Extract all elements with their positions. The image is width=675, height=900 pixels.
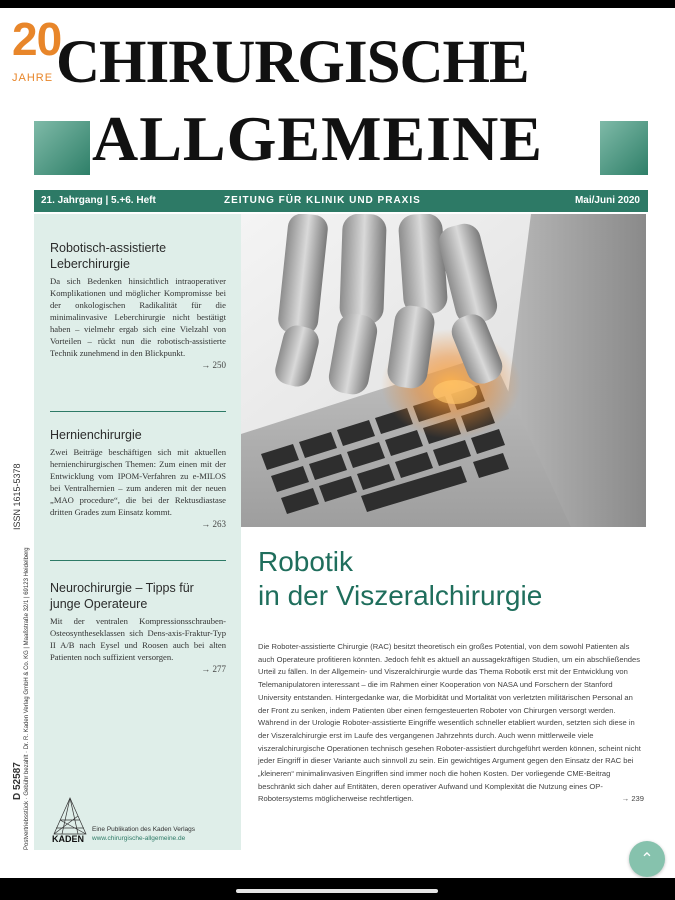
masthead-decoration-left	[34, 121, 90, 175]
status-bar	[0, 0, 675, 8]
publisher-note: Eine Publikation des Kaden Verlags	[92, 826, 195, 833]
publisher-logo	[52, 794, 88, 836]
chevron-up-icon: ⌃	[640, 851, 654, 868]
issn-number: ISSN 1615-5378	[12, 463, 22, 530]
issue-date: Mai/Juni 2020	[574, 195, 640, 206]
lead-article-page-ref: → 239	[621, 794, 644, 804]
divider	[50, 411, 226, 412]
teaser-page-ref: → 277	[201, 664, 226, 674]
publisher-logo-word: KADEN	[52, 834, 85, 844]
teaser-title: Neurochirurgie – Tipps für junge Operateure	[50, 581, 194, 611]
issue-volume: 21. Jahrgang | 5.+6. Heft	[41, 195, 156, 206]
masthead-decoration-right	[600, 121, 648, 175]
teaser-article-2[interactable]	[50, 427, 226, 530]
scroll-to-top-button[interactable]	[629, 841, 665, 877]
headline-line2: in der Viszeralchirurgie	[258, 580, 543, 611]
jubilee-label: JAHRE	[12, 72, 54, 84]
teaser-page-ref: → 263	[201, 519, 226, 529]
teaser-title: Robotisch-assistierte Leberchirurgie	[50, 241, 167, 271]
headline-line1: Robotik	[258, 546, 353, 577]
teaser-title: Hernienchirurgie	[50, 428, 142, 442]
issue-info-bar	[34, 190, 648, 212]
teaser-text: Da sich Bedenken hinsichtlich intraoperativer Komplikationen und möglicher Kompromisse bei der onkologischen Radikalität für die minimalinvasive Leberchirurgie nicht bestätigt haben – vielmehr ergab sich eine Vielzahl von Vorteilen – rückt nun die robotisch-assistierte Technik zunehmend in den Blickpunkt.	[50, 276, 226, 358]
cover-photo-robot-hand	[241, 214, 646, 527]
publisher-url[interactable]: www.chirurgische-allgemeine.de	[92, 835, 186, 842]
lead-article-body: Die Roboter-assistierte Chirurgie (RAC) besitzt theoretisch ein großes Potential, von dem sowohl Patienten als auch Operateure profitieren könnten. Jedoch fehlt es aktuell an aussagekräftigen Studien, um ein abschließendes Urteil zu fällen. In der Allgemein- und Viszeralchirurgie wurde das Thema Robotik erst mit der Entwicklung von Telemanipulatoren interessant – die im Rahmen einer Kooperation von NASA und Forschern der Stanford University entstanden. Hintergedanke war, die Morbidität und Mortalität von verletzten militärischen Personal an der Front zu senken, indem Patienten über einen ferngesteuerten Roboter von Chirurgen versorgt werden. Während in der Urologie Roboter-assistierte Eingriffe wesentlich schneller etabliert wurden, setzten sich diese in der Viszeralchirurgie erst im Laufe des vergangenen Jahrzehnts durch. Auch wenn mittlerweile viele viszeralchirurgische Operationen technisch gesehen Roboter-assistiert durchgeführt werden können, scheint nicht jeder Eingriff in dieser Variante auch sinnvoll zu sein. Ein gewichtiges Argument gegen den Einsatz der RAC bei „kleineren“ minimalinvasiven Eingriffen sind immer noch die hohen Kosten. Der vorliegende CME-Beitrag beschränkt sich daher auf Entitäten, deren operativer Aufwand und Komplexität die Nutzung eines OP-Robotersystems möglicherweise rechtfertigen.	[258, 642, 641, 804]
masthead-title-line2: ALLGEMEINE	[92, 103, 543, 174]
cover-headline	[258, 545, 638, 613]
teaser-text: Mit der ventralen Kompressionsschrauben-Osteosyntheseklassen sich Dens-axis-Fraktur-Typ II A/B nach Eysel und Roosen auch bei alten Patienten noch suffizient versorgen.	[50, 616, 226, 662]
home-indicator[interactable]	[236, 889, 438, 893]
teaser-text: Zwei Beiträge beschäftigen sich mit aktuellen hernienchirurgischen Themen: Zum einen mit der Entwicklung vom IPOM-Verfahren zu e-MILOS bei Ventralhernien – zum anderen mit der neuen „MAO procedure“, die bei der Rektusdiastase dritten Grades zum Einsatz kommt.	[50, 447, 226, 517]
divider	[50, 560, 226, 561]
teaser-article-3[interactable]	[50, 580, 226, 675]
postal-note: Postvertriebsstück · Gebühr bezahlt · Dr. R. Kaden Verlag GmbH & Co. KG | Maaßstraße 32/1 | 69123 Heidelberg	[24, 547, 30, 850]
journal-tagline: ZEITUNG FÜR KLINIK UND PRAXIS	[224, 195, 421, 206]
jubilee-number: 20	[12, 13, 62, 65]
teaser-page-ref: → 250	[201, 360, 226, 370]
masthead-title-line1: CHIRURGISCHE	[56, 29, 529, 96]
lead-article-text	[258, 641, 644, 806]
sidebar-teasers	[34, 214, 241, 850]
postal-code: D 52587	[12, 762, 23, 800]
teaser-article-1[interactable]	[50, 240, 226, 371]
